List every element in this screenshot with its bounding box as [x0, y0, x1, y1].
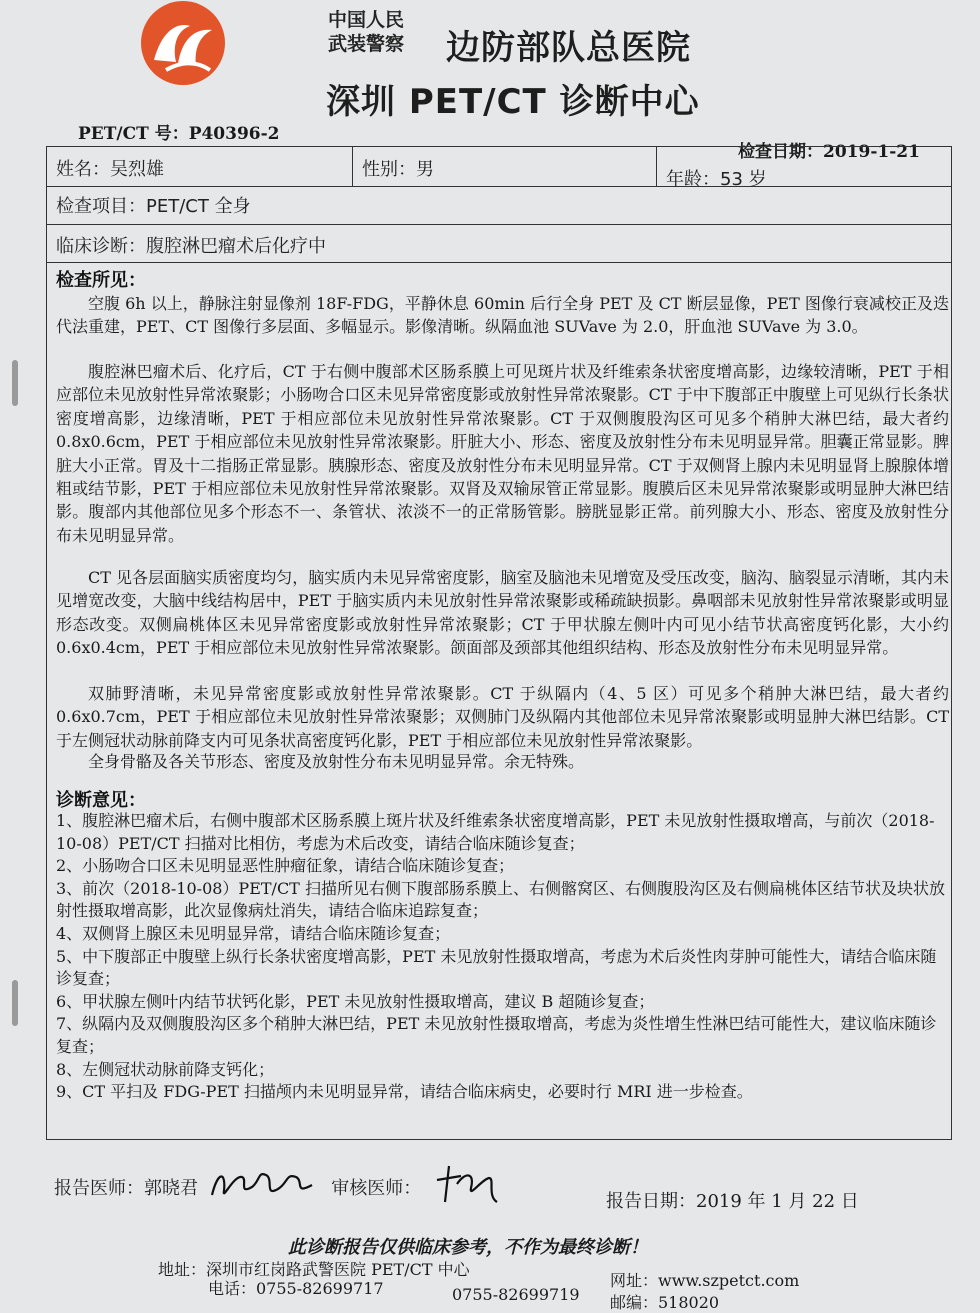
diagnosis-item: 2、小肠吻合口区未见明显恶性肿瘤征象，请结合临床随诊复查； [56, 856, 515, 876]
diagnosis-item: 6、甲状腺左侧叶内结节状钙化影，PET 未见放射性摄取增高，建议 B 超随诊复查； [56, 991, 655, 1011]
signature-row [54, 1162, 505, 1216]
exam-date: 检查日期：2019-1-21 [738, 142, 920, 162]
findings-paragraph: 全身骨骼及各关节形态、密度及放射性分布未见明显异常。余无特殊。 [88, 752, 585, 771]
findings-title: 检查所见： [56, 270, 146, 291]
org-line-1: 中国人民 [328, 9, 405, 31]
handwritten-signature-icon [208, 1165, 318, 1205]
row-divider [46, 262, 952, 263]
hospital-name: 边防部队总医院 [446, 28, 691, 68]
center-name: 深圳 PET/CT 诊断中心 [326, 82, 700, 122]
hospital-logo [138, 0, 228, 86]
patient-sex: 性别：男 [362, 159, 434, 180]
binder-hole [12, 980, 18, 1026]
findings-paragraph: 腹腔淋巴瘤术后、化疗后，CT 于右侧中腹部术区肠系膜上可见斑片状及纤维索条状密度增高影，边缘较清晰，PET 于相应部位未见放射性异常浓聚影；小肠吻合口区未见异常密度影或放射性异常浓聚影。CT 于中下腹部正中腹壁上可见纵行长条状密度增高影，边缘清晰，PET 于相应部位未见放射性异常浓聚影。CT 于双侧腹股沟区可见多个稍肿大淋巴结，最大者约 0.8x0.6cm，PET 于相应部位未见放射性异常浓聚影。肝脏大小、形态、密度及放射性分布未见明显异常。胆囊正常显影。脾脏大小正常。胃及十二指肠正常显影。胰腺形态、密度及放射性分布未见明显异常。CT 于双侧肾上腺内未见明显肾上腺腺体增粗或结节影，PET 于相应部位未见放射性异常浓聚影。双肾及双输尿管正常显影。腹膜后区未见异常浓聚影或明显肿大淋巴结影。腹部内其他部位见多个形态不一、条管状、浓淡不一的正常肠管影。膀胱显影正常。前列腺大小、形态、密度及放射性分布未见明显异常。 [56, 362, 949, 545]
address: 地址：深圳市红岗路武警医院 PET/CT 中心 [158, 1260, 470, 1279]
binder-hole [12, 360, 18, 406]
review-doctor-label: 审核医师： [331, 1178, 422, 1199]
clinical-diagnosis: 临床诊断：腹腔淋巴瘤术后化疗中 [56, 236, 326, 257]
handwritten-signature-icon [431, 1162, 501, 1208]
diagnosis-item: 8、左侧冠状动脉前降支钙化； [56, 1059, 275, 1079]
website: 网址：www.szpetct.com [610, 1271, 800, 1290]
phone-secondary: 0755-82699719 [452, 1285, 580, 1304]
report-doctor-label: 报告医师：郭晓君 [54, 1178, 198, 1199]
diagnosis-item: 3、前次（2018-10-08）PET/CT 扫描所见右侧下腹部肠系膜上、右侧髂窝区、右侧腹股沟区及右侧扁桃体区结节状及块状放射性摄取增高影，此次显像病灶消失，请结合临床追踪复查； [56, 878, 945, 921]
review-doctor-signature [431, 1181, 501, 1216]
diagnosis-item: 5、中下腹部正中腹壁上纵行长条状密度增高影，PET 未见放射性摄取增高，考虑为术后炎性肉芽肿可能性大，请结合临床随诊复查； [56, 946, 937, 989]
phone-primary: 电话：0755-82699717 [208, 1279, 384, 1298]
findings-paragraph: 空腹 6h 以上，静脉注射显像剂 18F-FDG，平静休息 60min 后行全身 PET 及 CT 断层显像，PET 图像行衰减校正及迭代法重建，PET、CT 图像行多层面、多幅显示。影像清晰。纵隔血池 SUVave 为 2.0，肝血池 SUVave 为 3.0。 [56, 294, 949, 337]
column-divider [656, 146, 657, 186]
disclaimer: 此诊断报告仅供临床参考，不作为最终诊断！ [288, 1237, 648, 1258]
diagnosis-item: 1、腹腔淋巴瘤术后，右侧中腹部术区肠系膜上斑片状及纤维索条状密度增高影，PET 未见放射性摄取增高，与前次（2018-10-08）PET/CT 扫描对比相仿，考虑为术后改变，请结合临床随诊复查； [56, 811, 935, 853]
ct-number: PET/CT 号：P40396-2 [78, 124, 280, 144]
column-divider [352, 146, 353, 186]
exam-item: 检查项目：PET/CT 全身 [56, 196, 251, 217]
org-line-2: 武装警察 [328, 33, 405, 55]
findings-paragraph: 双肺野清晰，未见异常密度影或放射性异常浓聚影。CT 于纵隔内（4、5 区）可见多个稍肿大淋巴结，最大者约 0.6x0.7cm，PET 于相应部位未见放射性异常浓聚影；双侧肺门及纵隔内其他部位未见异常浓聚影或明显肿大淋巴结影。CT 于左侧冠状动脉前降支内可见条状高密度钙化影，PET 于相应部位未见放射性异常浓聚影。 [56, 684, 949, 750]
diagnosis-item: 7、纵隔内及双侧腹股沟区多个稍肿大淋巴结，PET 未见放射性摄取增高，考虑为炎性增生性淋巴结可能性大，建议临床随诊复查； [56, 1014, 937, 1056]
diagnosis-list [56, 810, 949, 1104]
row-divider [46, 186, 952, 187]
findings-paragraph: CT 见各层面脑实质密度均匀，脑实质内未见异常密度影，脑室及脑池未见增宽及受压改变，脑沟、脑裂显示清晰，其内未见增宽改变，大脑中线结构居中，PET 于脑实质内未见放射性异常浓聚影或稀疏缺损影。鼻咽部未见放射性异常浓聚影或明显形态改变。双侧扁桃体区未见异常密度影或放射性异常浓聚影；CT 于甲状腺左侧叶内可见小结节状高密度钙化影，大小约 0.6x0.4cm，PET 于相应部位未见放射性异常浓聚影。颌面部及颈部其他组织结构、形态及放射性分布未见明显异常。 [56, 568, 949, 658]
patient-name: 姓名：吴烈雄 [56, 159, 164, 180]
diagnosis-item: 4、双侧肾上腺区未见明显异常，请结合临床随诊复查； [56, 923, 451, 943]
report-date: 报告日期：2019 年 1 月 22 日 [606, 1191, 859, 1212]
row-divider [46, 224, 952, 225]
zip-code: 邮编：518020 [610, 1293, 720, 1312]
diagnosis-title: 诊断意见： [56, 790, 146, 811]
patient-age: 年龄：53 岁 [666, 169, 767, 190]
report-doctor-signature [208, 1178, 328, 1213]
diagnosis-item: 9、CT 平扫及 FDG-PET 扫描颅内未见明显异常，请结合临床病史，必要时行 MRI 进一步检查。 [56, 1082, 753, 1102]
